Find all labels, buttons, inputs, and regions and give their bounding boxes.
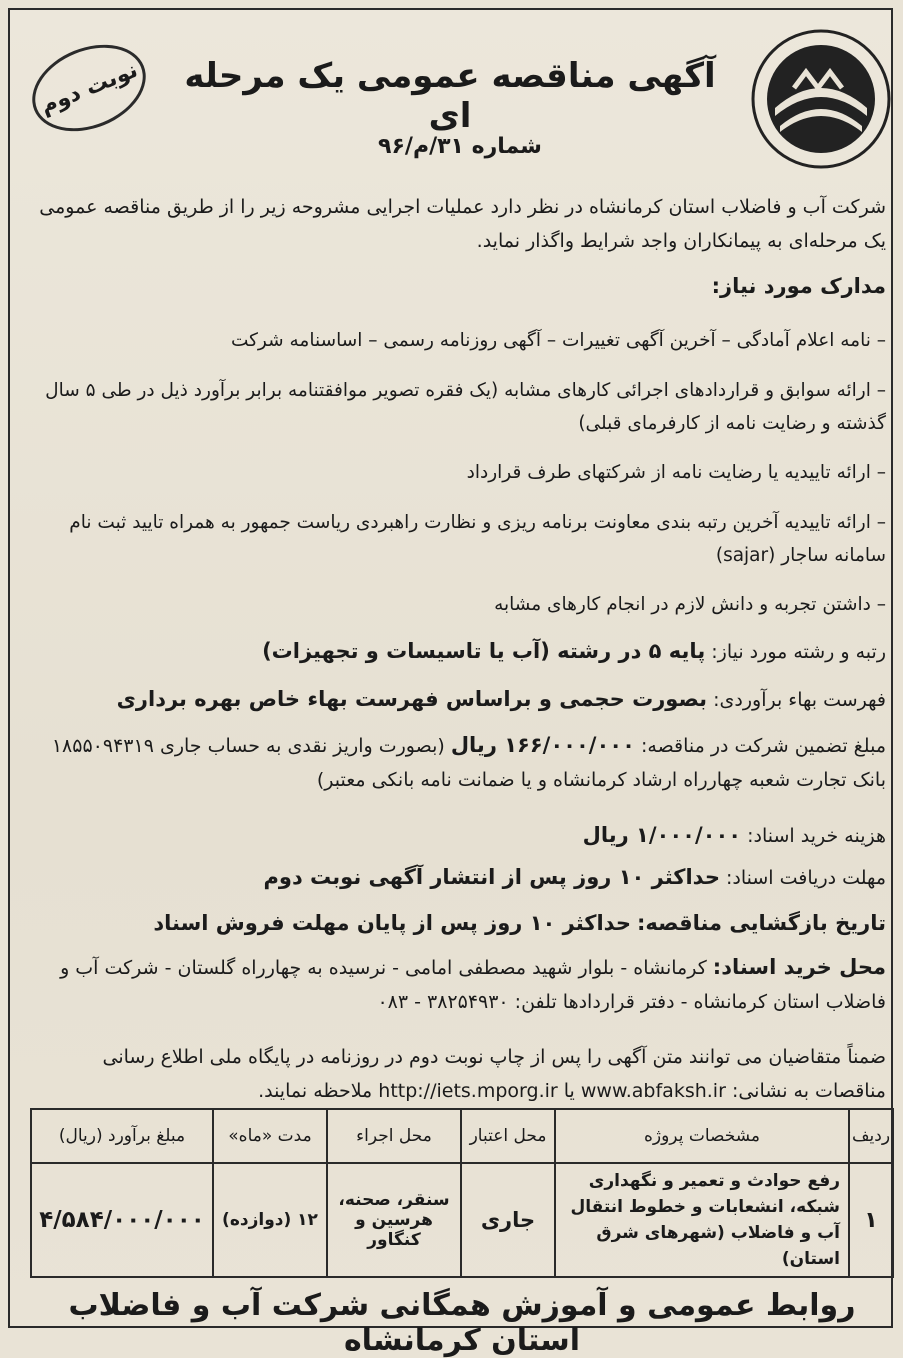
col-index: ردیف [849, 1109, 893, 1163]
table-header-row [31, 1109, 893, 1163]
notice-number: شماره ۳۱/م/۹۶ [378, 134, 542, 159]
opening-row: تاریخ بازگشایی مناقصه: حداکثر ۱۰ روز پس از پایان مهلت فروش اسناد [153, 911, 886, 935]
row-duration: ۱۲ (دوازده) [213, 1163, 327, 1277]
tender-notice [8, 8, 893, 1358]
row-amount: ۴/۵۸۴/۰۰۰/۰۰۰ [31, 1163, 213, 1277]
doc-item: – داشتن تجربه و دانش لازم در انجام کارهای مشابه [494, 594, 886, 615]
doc-item: – ارائه سوابق و قراردادهای اجرائی کارهای مشابه (یک فقره تصویر موافقتنامه برابر برآورد ذیل در طی ۵ سال گذشته و رضایت نامه از کارفرمای قبلی) [45, 380, 886, 434]
intro-paragraph: شرکت آب و فاضلاب استان کرمانشاه در نظر دارد عملیات اجرایی مشروحه زیر را از طریق مناقصه عمومی یک مرحله‌ای به پیمانکاران واجد شرایط واگذار نماید. [39, 196, 886, 252]
doc-item: – ارائه تاییدیه آخرین رتبه بندی معاونت برنامه ریزی و نظارت راهبردی ریاست جمهور به همراه تایید ثبت نام سامانه ساجار (sajar) [69, 512, 886, 566]
col-location: محل اجراء [327, 1109, 461, 1163]
col-project: مشخصات پروژه [555, 1109, 849, 1163]
doc-cost-row: هزینه خرید اسناد: ۱/۰۰۰/۰۰۰ ریال [582, 823, 886, 847]
required-docs-title: مدارک مورد نیاز: [711, 274, 886, 298]
col-duration: مدت «ماه» [213, 1109, 327, 1163]
row-project: رفع حوادث و تعمیر و نگهداری شبکه، انشعابات و خطوط انتقال آب و فاضلاب (شهرهای شرق استان) [555, 1163, 849, 1277]
price-list-row: فهرست بهاء برآوردی: بصورت حجمی و براساس فهرست بهاء خاص بهره برداری [116, 687, 886, 711]
guarantee-row: مبلغ تضمین شرکت در مناقصه: ۱۶۶/۰۰۰/۰۰۰ ریال (بصورت واریز نقدی به حساب جاری ۱۸۵۵۰۹۴۳۱۹ بانک تجارت شعبه چهارراه ارشاد کرمانشاه و یا ضمانت نامه بانکی معتبر) [51, 733, 886, 791]
website-note: ضمناً متقاضیان می توانند متن آگهی را پس از چاپ نوبت دوم در روزنامه در پایگاه ملی اطلاع رسانی مناقصات به نشانی: www.abfaksh.ir یا http://iets.mporg.ir ملاحظه نمایند. [102, 1046, 886, 1102]
doc-item: – ارائه تاییدیه یا رضایت نامه از شرکتهای طرف قرارداد [466, 462, 886, 483]
row-location: سنقر، صحنه، هرسین و کنگاور [327, 1163, 461, 1277]
row-credit: جاری [461, 1163, 555, 1277]
footer-signature: روابط عمومی و آموزش همگانی شرکت آب و فاضلاب استان کرمانشاه [68, 1288, 856, 1358]
purchase-place-row: محل خرید اسناد: کرمانشاه - بلوار شهید مصطفی امامی - نرسیده به چهارراه گلستان - شرکت آب و فاضلاب استان کرمانشاه - دفتر قراردادها تلفن: ۳۸۲۵۴۹۳۰ - ۰۸۳ [60, 955, 886, 1013]
doc-item: – نامه اعلام آمادگی – آخرین آگهی تغییرات – آگهی روزنامه رسمی – اساسنامه شرکت [230, 330, 886, 351]
grade-row: رتبه و رشته مورد نیاز: پایه ۵ در رشته (آب یا تاسیسات و تجهیزات) [262, 639, 886, 663]
col-amount: مبلغ برآورد (ریال) [31, 1109, 213, 1163]
water-company-logo [750, 28, 892, 170]
notice-title: آگهی مناقصه عمومی یک مرحله ای [184, 56, 716, 136]
second-publication-stamp: نوبت دوم [19, 29, 158, 147]
row-index: ۱ [849, 1163, 893, 1277]
table-row [31, 1163, 893, 1277]
project-table [30, 1108, 894, 1278]
deadline-row: مهلت دریافت اسناد: حداکثر ۱۰ روز پس از انتشار آگهی نوبت دوم [263, 865, 886, 889]
col-credit: محل اعتبار [461, 1109, 555, 1163]
